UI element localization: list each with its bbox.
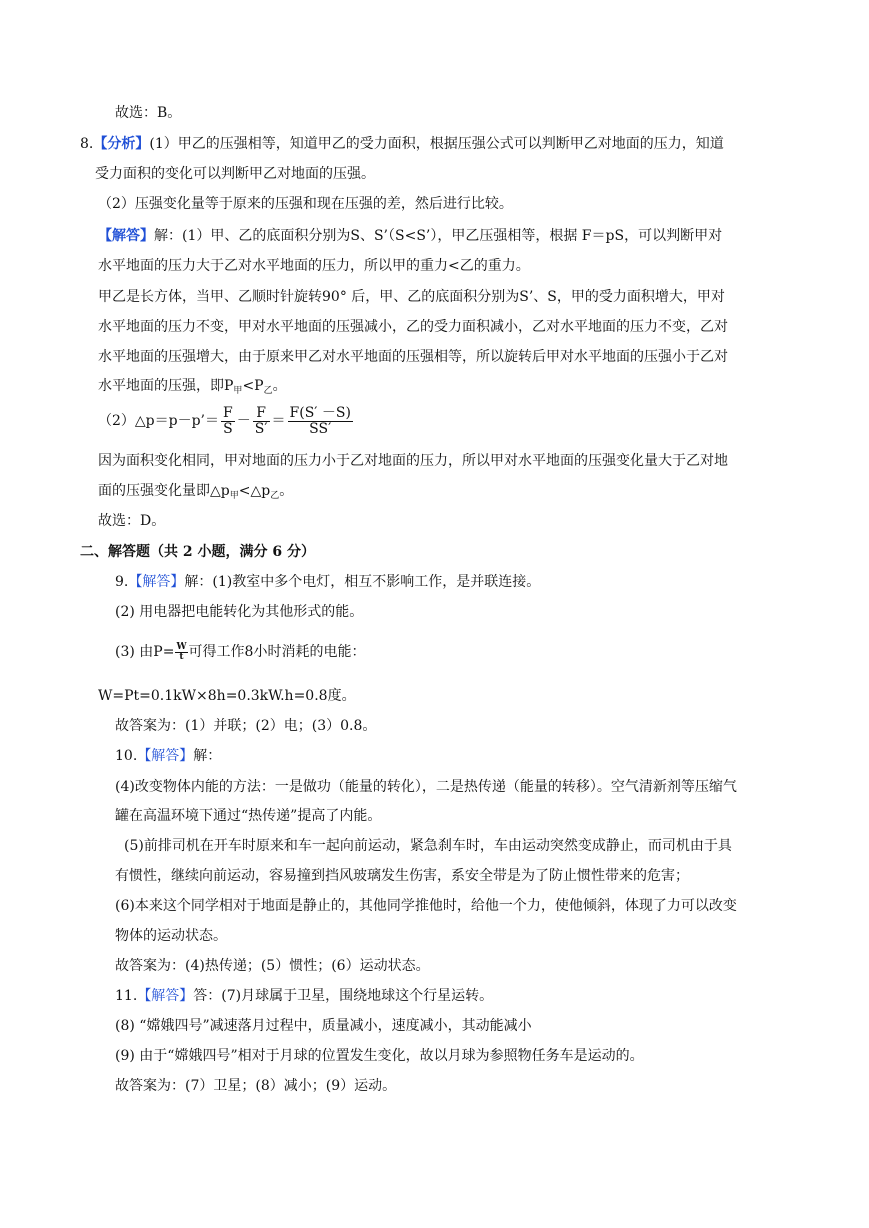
paragraph-line: 甲乙是长方体，当甲、乙顺时针旋转90° 后，甲、乙的底面积分别为S’、S，甲的受力面积增大，甲对: [98, 289, 725, 305]
subscript: 乙: [270, 491, 280, 501]
subscript: 甲: [229, 491, 239, 501]
paragraph-line: 水平地面的压力大于乙对水平地面的压力，所以甲的重力<乙的重力。: [98, 258, 530, 274]
text-run: <P: [242, 378, 264, 394]
paragraph-line: W=Pt=0.1kW×8h=0.3kW.h=0.8度。: [98, 688, 356, 704]
solution-text: 解：(1）甲、乙的底面积分别为S、S’（S<S’），甲乙压强相等，根据 F＝pS，可以判断甲对: [154, 228, 723, 244]
text-run: 可得工作8小时消耗的电能：: [188, 644, 366, 660]
problem-9-solution: [115, 572, 540, 592]
solution-text: 解：(1)教室中多个电灯，相互不影响工作，是并联连接。: [184, 574, 541, 590]
paragraph-line: 有惯性，继续向前运动，容易撞到挡风玻璃发生伤害，系安全带是为了防止惯性带来的危害；: [115, 868, 689, 884]
numerator: F: [253, 406, 270, 422]
solution-tag: 【解答】: [128, 574, 185, 590]
solution-tag: 【解答】: [98, 228, 154, 244]
answer-choice-8: 故选：D。: [98, 513, 166, 529]
subscript: 乙: [263, 386, 273, 396]
paragraph-line: (8) “嫦娥四号”减速落月过程中，质量减小，速度减小，其动能减小: [115, 1018, 532, 1034]
problem-8-analysis: [80, 134, 724, 154]
paragraph-line: （2）压强变化量等于原来的压强和现在压强的差，然后进行比较。: [98, 196, 513, 212]
numerator: F: [223, 404, 233, 421]
answer-line: 故答案为：(7）卫星；(8）减小；(9）运动。: [115, 1078, 397, 1094]
equals-sign: ＝: [271, 413, 286, 429]
paragraph-line: 水平地面的压力不变，甲对水平地面的压强减小，乙的受力面积减小，乙对水平地面的压力不变，乙对: [98, 319, 728, 335]
solution-text: 答：(7)月球属于卫星，围绕地球这个行星运转。: [193, 988, 494, 1004]
denominator: t: [179, 651, 184, 662]
paragraph-line: [98, 376, 287, 401]
denominator: S: [223, 420, 233, 437]
answer-choice-7: 故选：B。: [115, 105, 182, 121]
analysis-tag: 【分析】: [93, 136, 150, 152]
text-run: 。: [279, 483, 294, 499]
text-run: (3) 由P=: [115, 644, 175, 660]
fraction-f-over-s: [221, 406, 235, 437]
text-run: <△p: [238, 483, 271, 499]
solution-text: 解：: [193, 748, 222, 764]
power-formula-line: [115, 642, 365, 662]
paragraph-line: 罐在高温环境下通过“热传递”提高了内能。: [115, 808, 382, 824]
problem-number: 11.: [115, 988, 138, 1004]
paragraph-line: (2) 用电器把电能转化为其他形式的能。: [115, 604, 364, 620]
problem-number: 8.: [80, 136, 94, 152]
subscript: 甲: [233, 386, 243, 396]
paragraph-line: 物体的运动状态。: [115, 928, 227, 944]
answer-line: 故答案为：(1）并联；(2）电；(3）0.8。: [115, 718, 377, 734]
denominator: SS′: [309, 420, 332, 437]
numerator: F(S′ －S): [289, 404, 351, 421]
pressure-formula: [98, 402, 355, 440]
denominator: S′: [254, 420, 268, 437]
paragraph-line: (6)本来这个同学相对于地面是静止的，其他同学推他时，给他一个力，使他倾斜，体现了力可以改变: [115, 898, 737, 914]
numerator: W: [176, 641, 187, 652]
paragraph-line: [98, 481, 293, 506]
solution-tag: 【解答】: [137, 988, 194, 1004]
minus-sign: －: [236, 413, 251, 429]
fraction-w-over-t: [175, 643, 187, 662]
problem-number: 9.: [115, 574, 129, 590]
analysis-text: (1）甲乙的压强相等，知道甲乙的受力面积，根据压强公式可以判断甲乙对地面的压力，知道: [149, 136, 724, 152]
problem-11-solution: [115, 986, 493, 1006]
fraction-result: [288, 406, 353, 437]
paragraph-line: 因为面积变化相同，甲对地面的压力小于乙对地面的压力，所以甲对水平地面的压强变化量大于乙对地: [98, 453, 728, 469]
formula-prefix: （2）△p＝p－p’＝: [98, 413, 220, 429]
paragraph-line: 水平地面的压强增大，由于原来甲乙对水平地面的压强相等，所以旋转后甲对水平地面的压强小于乙对: [98, 349, 728, 365]
text-run: 面的压强变化量即△p: [98, 483, 230, 499]
problem-number: 10.: [115, 748, 138, 764]
paragraph-line: 受力面积的变化可以判断甲乙对地面的压强。: [95, 166, 375, 182]
text-run: 。: [272, 378, 287, 394]
problem-8-solution: [98, 226, 722, 246]
paragraph-line: (5)前排司机在开车时原来和车一起向前运动，紧急刹车时，车由运动突然变成静止，而司机由于具: [124, 838, 732, 854]
paragraph-line: (9) 由于“嫦娥四号”相对于月球的位置发生变化，故以月球为参照物任务车是运动的。: [115, 1048, 644, 1064]
text-run: 水平地面的压强，即P: [98, 378, 234, 394]
answer-line: 故答案为：(4)热传递；(5）惯性；(6）运动状态。: [115, 958, 430, 974]
solution-tag: 【解答】: [137, 748, 194, 764]
paragraph-line: (4)改变物体内能的方法：一是做功（能量的转化），二是热传递（能量的转移）。空气清新剂等压缩气: [115, 779, 737, 795]
problem-10-solution: [115, 746, 221, 766]
section-heading: 二、解答题（共 2 小题，满分 6 分）: [80, 544, 315, 560]
fraction-f-over-s-prime: [253, 406, 270, 437]
